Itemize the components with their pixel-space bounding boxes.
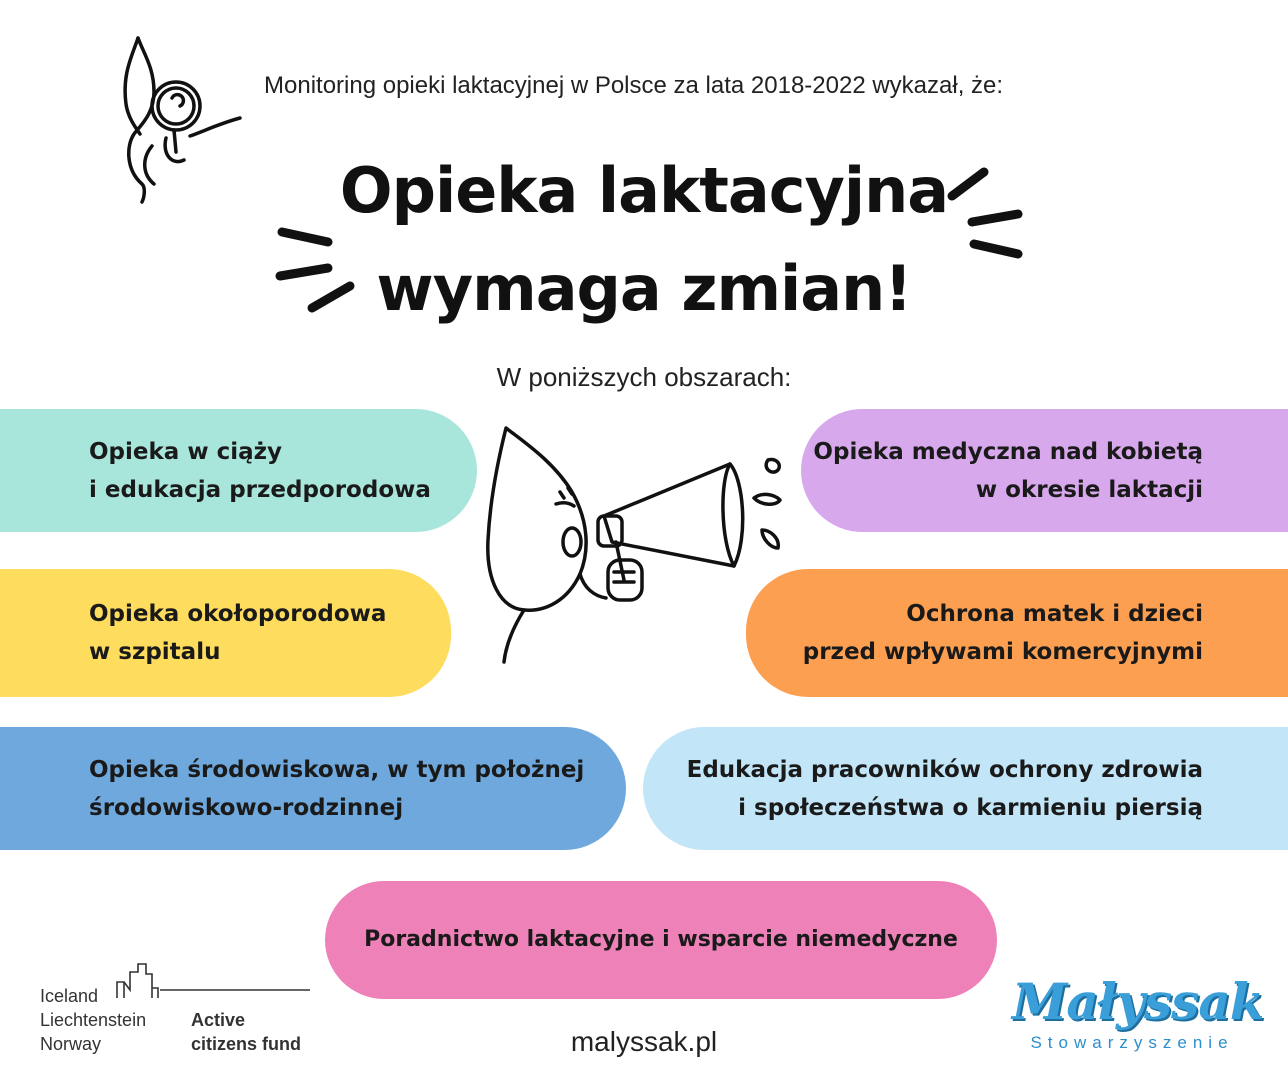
intro-text: Monitoring opieki laktacyjnej w Polsce za lata 2018-2022 wykazał, że: [264,72,1004,99]
area-line: Opieka medyczna nad kobietą [813,438,1203,465]
area-line: przed wpływami komercyjnymi [802,639,1203,665]
website-link[interactable]: malyssak.pl [570,1026,718,1057]
funder-country: Liechtenstein [40,1010,147,1030]
area-line: Edukacja pracowników ochrony zdrowia [686,756,1203,783]
headline-line2: wymaga zmian! [376,252,912,325]
funder-name-line1: Active [191,1010,246,1030]
area-line: Opieka okołoporodowa [89,601,387,627]
brand-logo [1012,972,1264,1053]
area-health-education [643,727,1288,850]
area-pregnancy-care [0,409,477,532]
brand-subtitle: Stowarzyszenie [1030,1033,1234,1052]
area-line: Opieka w ciąży [89,438,282,465]
area-lactation-counselling [325,881,997,999]
area-line: i społeczeństwa o karmieniu piersią [738,794,1203,821]
area-line: środowiskowo-rodzinnej [89,794,404,821]
headline-line1: Opieka laktacyjna [339,154,949,227]
drop-with-megaphone-icon [484,420,794,670]
funder-name-line2: citizens fund [191,1034,302,1054]
area-community-care [0,727,626,850]
areas-subheading: W poniższych obszarach: [496,362,792,392]
area-line: i edukacja przedporodowa [89,476,431,503]
area-medical-care [801,409,1288,532]
brand-name: Małyssak [1012,972,1264,1031]
area-line: Ochrona matek i dzieci [906,601,1203,627]
funder-country: Iceland [40,986,99,1006]
area-line: Poradnictwo laktacyjne i wsparcie niemedyczne [364,927,958,952]
area-line: w szpitalu [89,639,221,665]
area-perinatal-care [0,569,451,697]
area-commercial-protection [746,569,1288,697]
area-line: w okresie laktacji [975,476,1203,503]
area-line: Opieka środowiskowa, w tym położnej [89,756,585,783]
funder-country: Norway [40,1034,102,1054]
